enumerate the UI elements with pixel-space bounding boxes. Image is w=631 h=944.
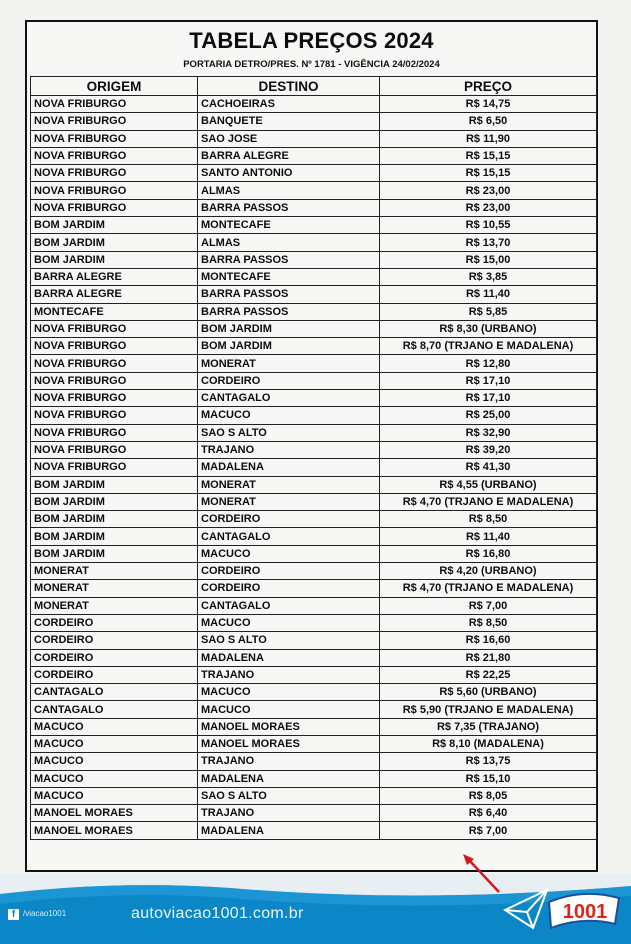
cell-destination: MONTECAFE [198,217,380,234]
cell-origin: BOM JARDIM [31,251,198,268]
table-row [31,217,597,234]
cell-destination: MONERAT [198,476,380,493]
cell-price: R$ 23,00 [380,182,597,199]
cell-origin: BOM JARDIM [31,511,198,528]
cell-origin: NOVA FRIBURGO [31,372,198,389]
cell-destination: TRAJANO [198,666,380,683]
cell-destination: MACUCO [198,614,380,631]
cell-destination: BARRA PASSOS [198,251,380,268]
cell-origin: CORDEIRO [31,614,198,631]
cell-price: R$ 12,80 [380,355,597,372]
table-row [31,666,597,683]
table-row [31,113,597,130]
cell-destination: BANQUETE [198,113,380,130]
cell-price: R$ 14,75 [380,96,597,113]
cell-price: R$ 13,75 [380,753,597,770]
brand-logo [503,880,623,940]
cell-origin: NOVA FRIBURGO [31,182,198,199]
header-price: PREÇO [380,77,597,96]
table-row [31,528,597,545]
cell-origin: MACUCO [31,753,198,770]
cell-price: R$ 4,70 (TRJANO E MADALENA) [380,493,597,510]
cell-destination: BOM JARDIM [198,338,380,355]
table-row [31,493,597,510]
table-row [31,805,597,822]
table-row [31,147,597,164]
cell-origin: MACUCO [31,735,198,752]
table-row [31,753,597,770]
table-row [31,441,597,458]
cell-destination: MADALENA [198,770,380,787]
table-row [31,355,597,372]
table-row [31,787,597,804]
cell-origin: MANOEL MORAES [31,805,198,822]
cell-destination: MACUCO [198,407,380,424]
cell-origin: MACUCO [31,718,198,735]
social-handle[interactable]: /viacao1001 [23,909,67,918]
cell-price: R$ 7,00 [380,822,597,839]
table-row [31,511,597,528]
table-row [31,320,597,337]
cell-price: R$ 8,30 (URBANO) [380,320,597,337]
cell-price: R$ 16,80 [380,545,597,562]
cell-price: R$ 16,60 [380,632,597,649]
table-row [31,545,597,562]
table-row [31,580,597,597]
table-row [31,649,597,666]
cell-price: R$ 11,40 [380,528,597,545]
cell-price: R$ 41,30 [380,459,597,476]
cell-destination: SAO S ALTO [198,787,380,804]
table-row [31,390,597,407]
cell-origin: CORDEIRO [31,666,198,683]
cell-origin: BOM JARDIM [31,493,198,510]
cell-price: R$ 11,90 [380,130,597,147]
cell-origin: NOVA FRIBURGO [31,113,198,130]
cell-destination: CANTAGALO [198,528,380,545]
header-destination: DESTINO [198,77,380,96]
table-row [31,303,597,320]
table-row [31,614,597,631]
cell-price: R$ 11,40 [380,286,597,303]
table-row [31,165,597,182]
cell-origin: CANTAGALO [31,684,198,701]
cell-origin: MONERAT [31,580,198,597]
cell-destination: MONTECAFE [198,268,380,285]
table-row [31,286,597,303]
cell-price: R$ 21,80 [380,649,597,666]
table-row [31,684,597,701]
cell-destination: MADALENA [198,459,380,476]
cell-origin: MACUCO [31,770,198,787]
cell-origin: MANOEL MORAES [31,822,198,839]
cell-origin: MONERAT [31,563,198,580]
cell-destination: CORDEIRO [198,372,380,389]
cell-destination: CACHOEIRAS [198,96,380,113]
cell-origin: CANTAGALO [31,701,198,718]
table-row [31,96,597,113]
cell-price: R$ 8,50 [380,511,597,528]
table-row [31,372,597,389]
page-title: TABELA PREÇOS 2024 [189,28,434,53]
table-row [31,268,597,285]
cell-price: R$ 3,85 [380,268,597,285]
cell-origin: NOVA FRIBURGO [31,424,198,441]
cell-destination: ALMAS [198,182,380,199]
cell-origin: NOVA FRIBURGO [31,338,198,355]
table-row [31,735,597,752]
price-table-frame [25,20,598,872]
cell-origin: BOM JARDIM [31,545,198,562]
cell-destination: MONERAT [198,493,380,510]
cell-destination: BOM JARDIM [198,320,380,337]
table-row [31,182,597,199]
cell-destination: MACUCO [198,545,380,562]
cell-destination: MANOEL MORAES [198,735,380,752]
cell-origin: NOVA FRIBURGO [31,320,198,337]
table-row [31,701,597,718]
cell-origin: NOVA FRIBURGO [31,459,198,476]
cell-price: R$ 8,05 [380,787,597,804]
logo-text: 1001 [562,901,608,923]
cell-origin: NOVA FRIBURGO [31,199,198,216]
cell-price: R$ 23,00 [380,199,597,216]
table-row [31,199,597,216]
cell-origin: MACUCO [31,787,198,804]
cell-price: R$ 6,40 [380,805,597,822]
cell-destination: BARRA PASSOS [198,199,380,216]
cell-origin: MONTECAFE [31,303,198,320]
cell-origin: BOM JARDIM [31,234,198,251]
cell-destination: BARRA ALEGRE [198,147,380,164]
cell-destination: ALMAS [198,234,380,251]
cell-origin: CORDEIRO [31,649,198,666]
cell-origin: BOM JARDIM [31,528,198,545]
page-subtitle: PORTARIA DETRO/PRES. Nº 1781 - VIGÊNCIA 24/02/2024 [183,59,440,70]
table-row [31,130,597,147]
paper-plane-icon [505,890,547,928]
cell-destination: SAO S ALTO [198,424,380,441]
cell-price: R$ 6,50 [380,113,597,130]
cell-destination: TRAJANO [198,753,380,770]
table-body [31,96,597,840]
cell-destination: MACUCO [198,701,380,718]
cell-destination: MONERAT [198,355,380,372]
cell-destination: CORDEIRO [198,580,380,597]
cell-price: R$ 8,10 (MADALENA) [380,735,597,752]
header-origin: ORIGEM [31,77,198,96]
cell-destination: MADALENA [198,649,380,666]
cell-price: R$ 8,50 [380,614,597,631]
cell-origin: BARRA ALEGRE [31,286,198,303]
cell-price: R$ 17,10 [380,372,597,389]
cell-destination: MANOEL MORAES [198,718,380,735]
cell-origin: CORDEIRO [31,632,198,649]
table-row [31,234,597,251]
website-link[interactable]: autoviacao1001.com.br [131,905,304,922]
cell-price: R$ 7,00 [380,597,597,614]
cell-destination: BARRA PASSOS [198,303,380,320]
cell-price: R$ 4,20 (URBANO) [380,563,597,580]
cell-price: R$ 15,10 [380,770,597,787]
cell-destination: CANTAGALO [198,390,380,407]
cell-origin: NOVA FRIBURGO [31,147,198,164]
cell-origin: NOVA FRIBURGO [31,407,198,424]
cell-price: R$ 22,25 [380,666,597,683]
cell-destination: SANTO ANTONIO [198,165,380,182]
cell-origin: BARRA ALEGRE [31,268,198,285]
cell-destination: SAO JOSE [198,130,380,147]
cell-origin: NOVA FRIBURGO [31,130,198,147]
cell-destination: CORDEIRO [198,563,380,580]
cell-price: R$ 17,10 [380,390,597,407]
cell-destination: BARRA PASSOS [198,286,380,303]
table-row [31,632,597,649]
table-header-row [31,77,597,96]
cell-destination: CORDEIRO [198,511,380,528]
cell-destination: MADALENA [198,822,380,839]
cell-origin: MONERAT [31,597,198,614]
cell-origin: NOVA FRIBURGO [31,355,198,372]
footer-bar [0,874,631,944]
cell-origin: BOM JARDIM [31,217,198,234]
cell-price: R$ 4,70 (TRJANO E MADALENA) [380,580,597,597]
table-row [31,597,597,614]
cell-destination: MACUCO [198,684,380,701]
cell-price: R$ 5,85 [380,303,597,320]
cell-destination: TRAJANO [198,805,380,822]
table-row [31,476,597,493]
cell-price: R$ 5,90 (TRJANO E MADALENA) [380,701,597,718]
cell-price: R$ 15,00 [380,251,597,268]
price-table [30,76,597,840]
cell-price: R$ 13,70 [380,234,597,251]
cell-price: R$ 5,60 (URBANO) [380,684,597,701]
cell-destination: TRAJANO [198,441,380,458]
cell-destination: CANTAGALO [198,597,380,614]
table-row [31,407,597,424]
cell-destination: SAO S ALTO [198,632,380,649]
table-row [31,251,597,268]
cell-origin: NOVA FRIBURGO [31,96,198,113]
cell-price: R$ 25,00 [380,407,597,424]
cell-origin: NOVA FRIBURGO [31,165,198,182]
cell-origin: NOVA FRIBURGO [31,441,198,458]
table-row [31,424,597,441]
table-row [31,563,597,580]
cell-price: R$ 15,15 [380,147,597,164]
cell-price: R$ 15,15 [380,165,597,182]
cell-origin: NOVA FRIBURGO [31,390,198,407]
cell-price: R$ 7,35 (TRAJANO) [380,718,597,735]
table-row [31,718,597,735]
table-row [31,459,597,476]
facebook-icon[interactable]: f [8,909,19,920]
cell-price: R$ 39,20 [380,441,597,458]
table-row [31,770,597,787]
cell-price: R$ 8,70 (TRJANO E MADALENA) [380,338,597,355]
table-row [31,338,597,355]
cell-price: R$ 32,90 [380,424,597,441]
cell-origin: BOM JARDIM [31,476,198,493]
table-row [31,822,597,839]
cell-price: R$ 10,55 [380,217,597,234]
cell-price: R$ 4,55 (URBANO) [380,476,597,493]
